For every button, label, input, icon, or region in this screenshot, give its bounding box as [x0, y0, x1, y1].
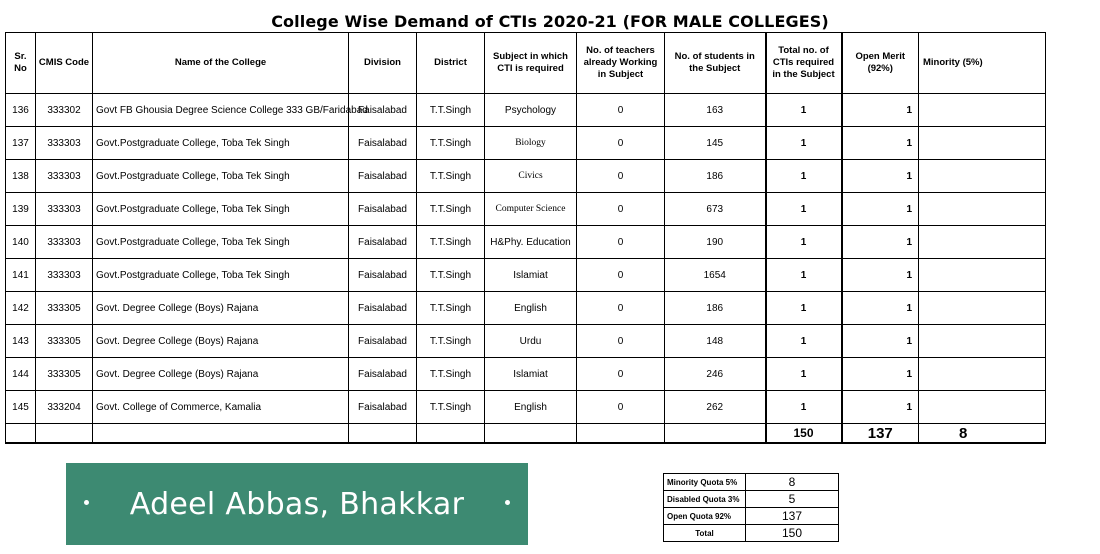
cell-subject: H&Phy. Education [485, 226, 577, 259]
quota-row [664, 525, 839, 542]
banner-dot-left [84, 500, 89, 505]
total-open-merit-value: 137 [842, 424, 919, 444]
cell-total-ctis: 1 [766, 391, 842, 424]
cell-open-merit: 1 [842, 193, 919, 226]
quota-label: Disabled Quota 3% [664, 491, 746, 508]
cell-sr-no: 143 [6, 325, 36, 358]
quota-label: Minority Quota 5% [664, 474, 746, 491]
header-total-ctis: Total no. of CTIs required in the Subject [766, 33, 842, 94]
cell-subject: Computer Science [485, 193, 577, 226]
header-division: Division [349, 33, 417, 94]
table-row [6, 358, 1046, 391]
total-cell-empty [485, 424, 577, 444]
author-banner [66, 463, 528, 545]
cell-college-name: Govt. Degree College (Boys) Rajana [93, 358, 349, 391]
cell-college-name: Govt.Postgraduate College, Toba Tek Singh [93, 160, 349, 193]
cell-division: Faisalabad [349, 127, 417, 160]
table-row [6, 226, 1046, 259]
quota-row [664, 491, 839, 508]
cell-minority [919, 259, 1046, 292]
cell-college-name: Govt.Postgraduate College, Toba Tek Singh [93, 226, 349, 259]
cell-minority [919, 325, 1046, 358]
cell-open-merit: 1 [842, 127, 919, 160]
cell-total-ctis: 1 [766, 127, 842, 160]
cell-sr-no: 138 [6, 160, 36, 193]
cell-subject: English [485, 292, 577, 325]
cell-teachers-working: 0 [577, 391, 665, 424]
header-sr-no: Sr. No [6, 33, 36, 94]
cell-division: Faisalabad [349, 226, 417, 259]
cell-sr-no: 140 [6, 226, 36, 259]
cell-district: T.T.Singh [417, 127, 485, 160]
cell-minority [919, 193, 1046, 226]
cell-total-ctis: 1 [766, 325, 842, 358]
cell-open-merit: 1 [842, 160, 919, 193]
header-open-merit: Open Merit (92%) [842, 33, 919, 94]
header-subject: Subject in which CTI is required [485, 33, 577, 94]
cell-district: T.T.Singh [417, 325, 485, 358]
cell-minority [919, 358, 1046, 391]
cell-sr-no: 144 [6, 358, 36, 391]
cell-cmis-code: 333302 [36, 94, 93, 127]
header-district: District [417, 33, 485, 94]
cell-college-name: Govt FB Ghousia Degree Science College 333 GB/Faridabad [93, 94, 349, 127]
cell-division: Faisalabad [349, 358, 417, 391]
cell-cmis-code: 333303 [36, 226, 93, 259]
cell-cmis-code: 333305 [36, 325, 93, 358]
cell-total-ctis: 1 [766, 94, 842, 127]
banner-text: Adeel Abbas, Bhakkar [129, 486, 465, 522]
cell-division: Faisalabad [349, 325, 417, 358]
cell-cmis-code: 333305 [36, 292, 93, 325]
cell-subject: Urdu [485, 325, 577, 358]
cell-teachers-working: 0 [577, 259, 665, 292]
quota-value: 5 [746, 491, 839, 508]
cell-students: 186 [665, 292, 766, 325]
table-row [6, 94, 1046, 127]
total-minority-value: 8 [919, 424, 1046, 444]
cell-division: Faisalabad [349, 94, 417, 127]
table-row [6, 193, 1046, 226]
cell-sr-no: 142 [6, 292, 36, 325]
quota-label: Open Quota 92% [664, 508, 746, 525]
quota-label: Total [664, 525, 746, 542]
cell-college-name: Govt. Degree College (Boys) Rajana [93, 292, 349, 325]
total-cell-empty [349, 424, 417, 444]
total-cell-empty [36, 424, 93, 444]
cell-district: T.T.Singh [417, 358, 485, 391]
cell-district: T.T.Singh [417, 391, 485, 424]
total-cell-empty [577, 424, 665, 444]
header-college-name: Name of the College [93, 33, 349, 94]
page-title: College Wise Demand of CTIs 2020-21 (FOR MALE COLLEGES) [271, 12, 829, 31]
cell-district: T.T.Singh [417, 226, 485, 259]
cell-total-ctis: 1 [766, 259, 842, 292]
cell-open-merit: 1 [842, 358, 919, 391]
total-cell-empty [417, 424, 485, 444]
cell-minority [919, 391, 1046, 424]
cell-students: 186 [665, 160, 766, 193]
cell-students: 673 [665, 193, 766, 226]
cell-cmis-code: 333204 [36, 391, 93, 424]
cell-teachers-working: 0 [577, 226, 665, 259]
cell-total-ctis: 1 [766, 358, 842, 391]
header-cmis-code: CMIS Code [36, 33, 93, 94]
quota-value: 8 [746, 474, 839, 491]
cell-teachers-working: 0 [577, 292, 665, 325]
cell-students: 148 [665, 325, 766, 358]
cell-district: T.T.Singh [417, 193, 485, 226]
table-row [6, 292, 1046, 325]
cell-minority [919, 160, 1046, 193]
cell-total-ctis: 1 [766, 226, 842, 259]
quota-summary-table [663, 473, 839, 542]
cell-college-name: Govt. Degree College (Boys) Rajana [93, 325, 349, 358]
cell-subject: Islamiat [485, 358, 577, 391]
cell-minority [919, 94, 1046, 127]
cell-open-merit: 1 [842, 325, 919, 358]
cell-teachers-working: 0 [577, 160, 665, 193]
cell-district: T.T.Singh [417, 259, 485, 292]
cell-students: 163 [665, 94, 766, 127]
demand-table-wrapper [5, 32, 983, 444]
cell-sr-no: 136 [6, 94, 36, 127]
cell-subject: English [485, 391, 577, 424]
cell-college-name: Govt.Postgraduate College, Toba Tek Singh [93, 259, 349, 292]
quota-value: 150 [746, 525, 839, 542]
cell-minority [919, 292, 1046, 325]
cell-teachers-working: 0 [577, 94, 665, 127]
cell-students: 145 [665, 127, 766, 160]
quota-value: 137 [746, 508, 839, 525]
total-cell-empty [6, 424, 36, 444]
cell-district: T.T.Singh [417, 94, 485, 127]
cell-cmis-code: 333303 [36, 259, 93, 292]
cell-open-merit: 1 [842, 391, 919, 424]
demand-table [5, 32, 1046, 444]
cell-cmis-code: 333303 [36, 127, 93, 160]
cell-district: T.T.Singh [417, 160, 485, 193]
cell-subject: Biology [485, 127, 577, 160]
header-teachers-working: No. of teachers already Working in Subject [577, 33, 665, 94]
header-minority: Minority (5%) [919, 33, 1046, 94]
cell-teachers-working: 0 [577, 193, 665, 226]
cell-teachers-working: 0 [577, 358, 665, 391]
cell-open-merit: 1 [842, 226, 919, 259]
cell-sr-no: 139 [6, 193, 36, 226]
cell-subject: Civics [485, 160, 577, 193]
cell-teachers-working: 0 [577, 325, 665, 358]
cell-total-ctis: 1 [766, 292, 842, 325]
cell-college-name: Govt.Postgraduate College, Toba Tek Singh [93, 127, 349, 160]
cell-college-name: Govt.Postgraduate College, Toba Tek Singh [93, 193, 349, 226]
cell-students: 246 [665, 358, 766, 391]
totals-row [6, 424, 1046, 444]
cell-cmis-code: 333305 [36, 358, 93, 391]
total-cell-empty [93, 424, 349, 444]
cell-subject: Islamiat [485, 259, 577, 292]
cell-minority [919, 127, 1046, 160]
cell-open-merit: 1 [842, 259, 919, 292]
cell-subject: Psychology [485, 94, 577, 127]
cell-students: 262 [665, 391, 766, 424]
table-row [6, 391, 1046, 424]
cell-sr-no: 141 [6, 259, 36, 292]
cell-teachers-working: 0 [577, 127, 665, 160]
banner-dot-right [505, 500, 510, 505]
cell-open-merit: 1 [842, 292, 919, 325]
quota-row [664, 474, 839, 491]
total-ctis-value: 150 [766, 424, 842, 444]
cell-division: Faisalabad [349, 193, 417, 226]
cell-students: 1654 [665, 259, 766, 292]
cell-cmis-code: 333303 [36, 193, 93, 226]
table-row [6, 127, 1046, 160]
cell-minority [919, 226, 1046, 259]
cell-total-ctis: 1 [766, 160, 842, 193]
cell-division: Faisalabad [349, 391, 417, 424]
table-row [6, 259, 1046, 292]
cell-division: Faisalabad [349, 259, 417, 292]
table-row [6, 325, 1046, 358]
cell-division: Faisalabad [349, 292, 417, 325]
total-cell-empty [665, 424, 766, 444]
cell-sr-no: 137 [6, 127, 36, 160]
cell-students: 190 [665, 226, 766, 259]
quota-row [664, 508, 839, 525]
cell-cmis-code: 333303 [36, 160, 93, 193]
cell-total-ctis: 1 [766, 193, 842, 226]
header-row [6, 33, 1046, 94]
header-students: No. of students in the Subject [665, 33, 766, 94]
cell-division: Faisalabad [349, 160, 417, 193]
cell-college-name: Govt. College of Commerce, Kamalia [93, 391, 349, 424]
table-row [6, 160, 1046, 193]
cell-open-merit: 1 [842, 94, 919, 127]
cell-district: T.T.Singh [417, 292, 485, 325]
cell-sr-no: 145 [6, 391, 36, 424]
